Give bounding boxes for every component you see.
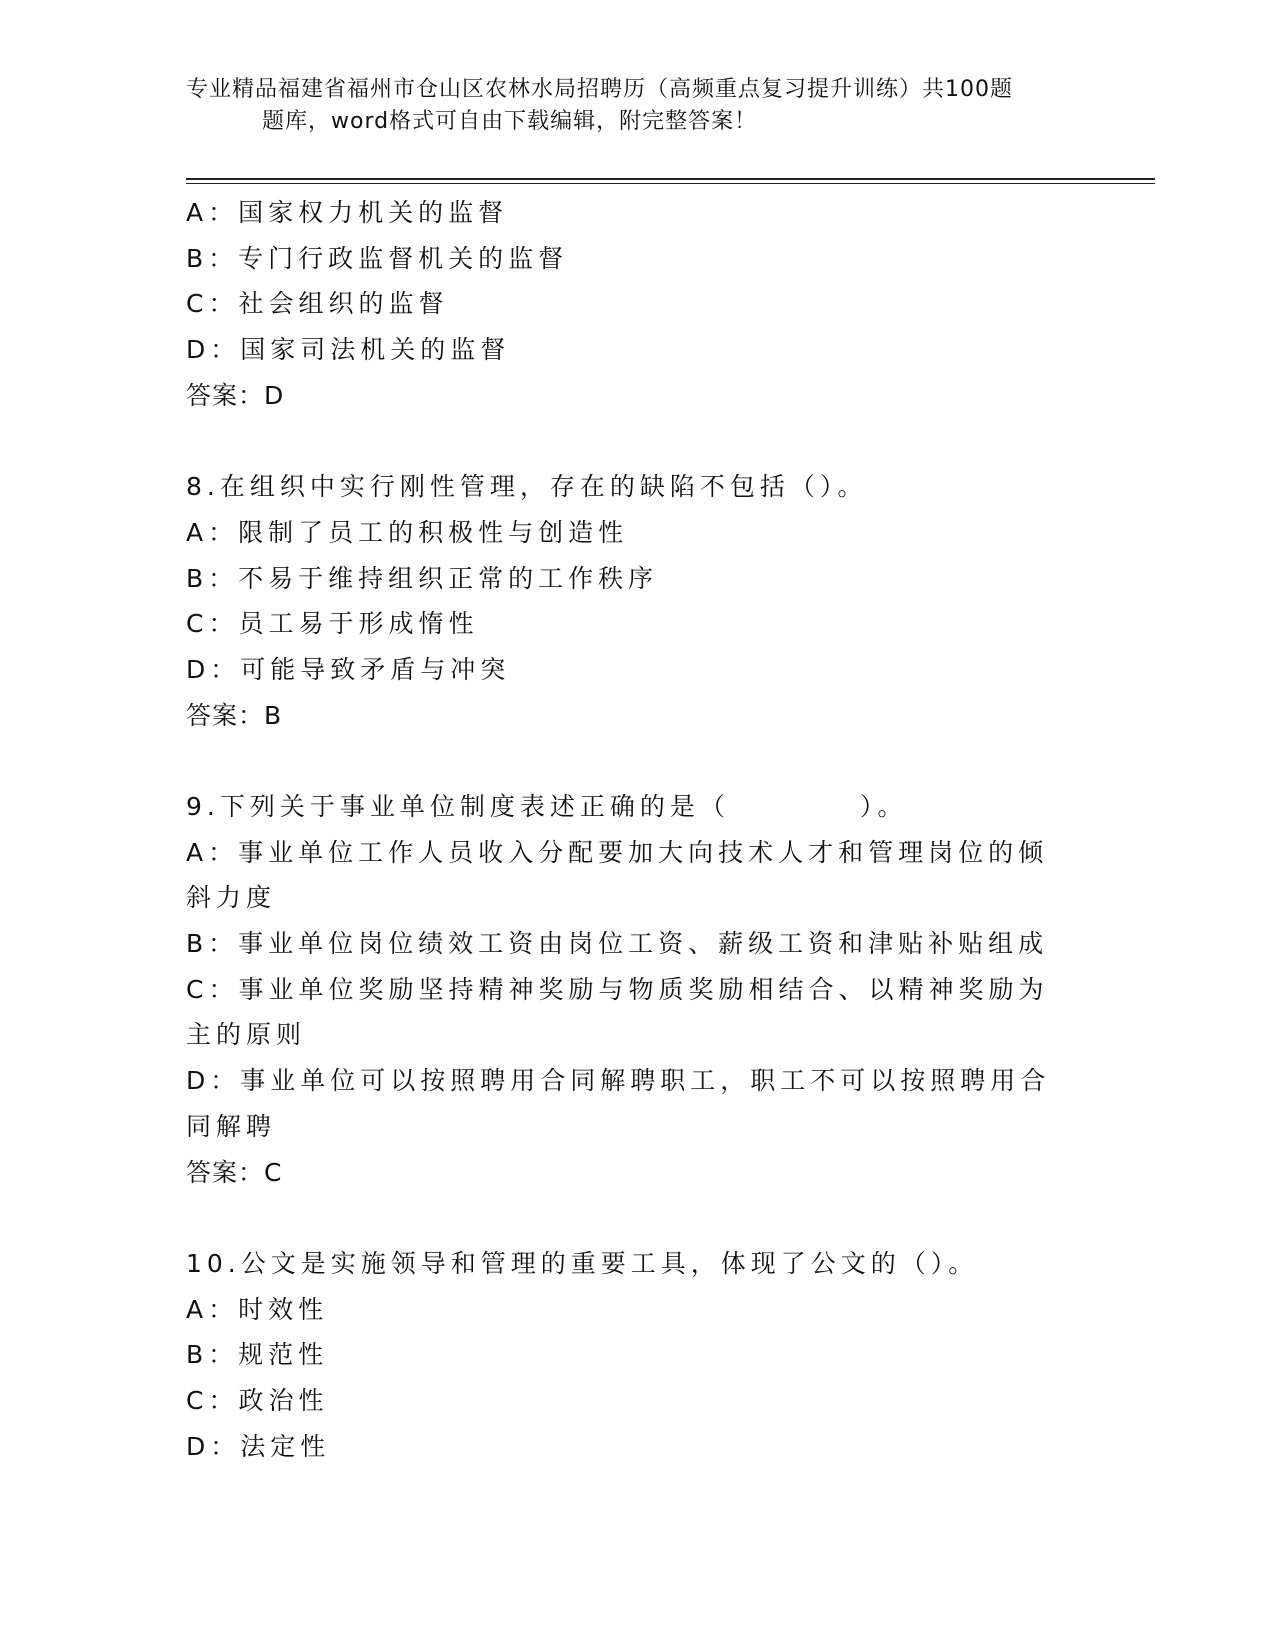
option-b: B：规范性: [186, 1340, 329, 1370]
option-d: D：国家司法机关的监督: [186, 335, 511, 365]
header-title-line-2: 题库，word格式可自由下载编辑，附完整答案！: [262, 109, 758, 134]
option-c: C：政治性: [186, 1385, 329, 1415]
question-8: [186, 464, 1086, 738]
header-divider-thick: [186, 178, 1155, 180]
option-b: B：专门行政监督机关的监督: [186, 243, 569, 273]
option-a: A：事业单位工作人员收入分配要加大向技术人才和管理岗位的倾斜力度: [186, 837, 1049, 913]
option-c: C：员工易于形成惰性: [186, 609, 479, 639]
spacer: [186, 1195, 1086, 1241]
option-c: C：社会组织的监督: [186, 289, 449, 319]
option-b: B：不易于维持组织正常的工作秩序: [186, 563, 659, 593]
question-list: [186, 190, 1086, 1469]
option-a: A：限制了员工的积极性与创造性: [186, 517, 629, 547]
spacer: [186, 418, 1086, 464]
question-10: [186, 1241, 1086, 1469]
option-d: D：可能导致矛盾与冲突: [186, 654, 511, 684]
option-a: A：国家权力机关的监督: [186, 198, 509, 227]
question-stem-start: 9.下列关于事业单位制度表述正确的是（: [186, 791, 730, 821]
header-divider-thin: [186, 183, 1155, 184]
question-stem-end: ）。: [859, 791, 908, 821]
option-a: A：时效性: [186, 1294, 329, 1324]
answer: 答案：B: [186, 700, 283, 730]
question-stem: 10.公文是实施领导和管理的重要工具，体现了公文的（）。: [186, 1248, 979, 1278]
option-b: B：事业单位岗位绩效工资由岗位工资、薪级工资和津贴补贴组成: [186, 929, 1049, 959]
header-title-line-1: 专业精品福建省福州市仓山区农林水局招聘历（高频重点复习提升训练）共100题: [186, 77, 1013, 102]
answer: 答案：D: [186, 380, 285, 410]
option-d: D：事业单位可以按照聘用合同解聘职工，职工不可以按照聘用合同解聘: [186, 1066, 1051, 1141]
document-header: [186, 74, 1086, 138]
option-c: C：事业单位奖励坚持精神奖励与物质奖励相结合、以精神奖励为主的原则: [186, 974, 1049, 1050]
spacer: [186, 738, 1086, 784]
question-stem: [186, 784, 1086, 830]
question-7-options: [186, 190, 1086, 418]
answer: 答案：C: [186, 1157, 283, 1187]
question-9: [186, 784, 1086, 1195]
question-stem: 8.在组织中实行刚性管理，存在的缺陷不包括（）。: [186, 472, 868, 502]
option-d: D：法定性: [186, 1431, 331, 1461]
